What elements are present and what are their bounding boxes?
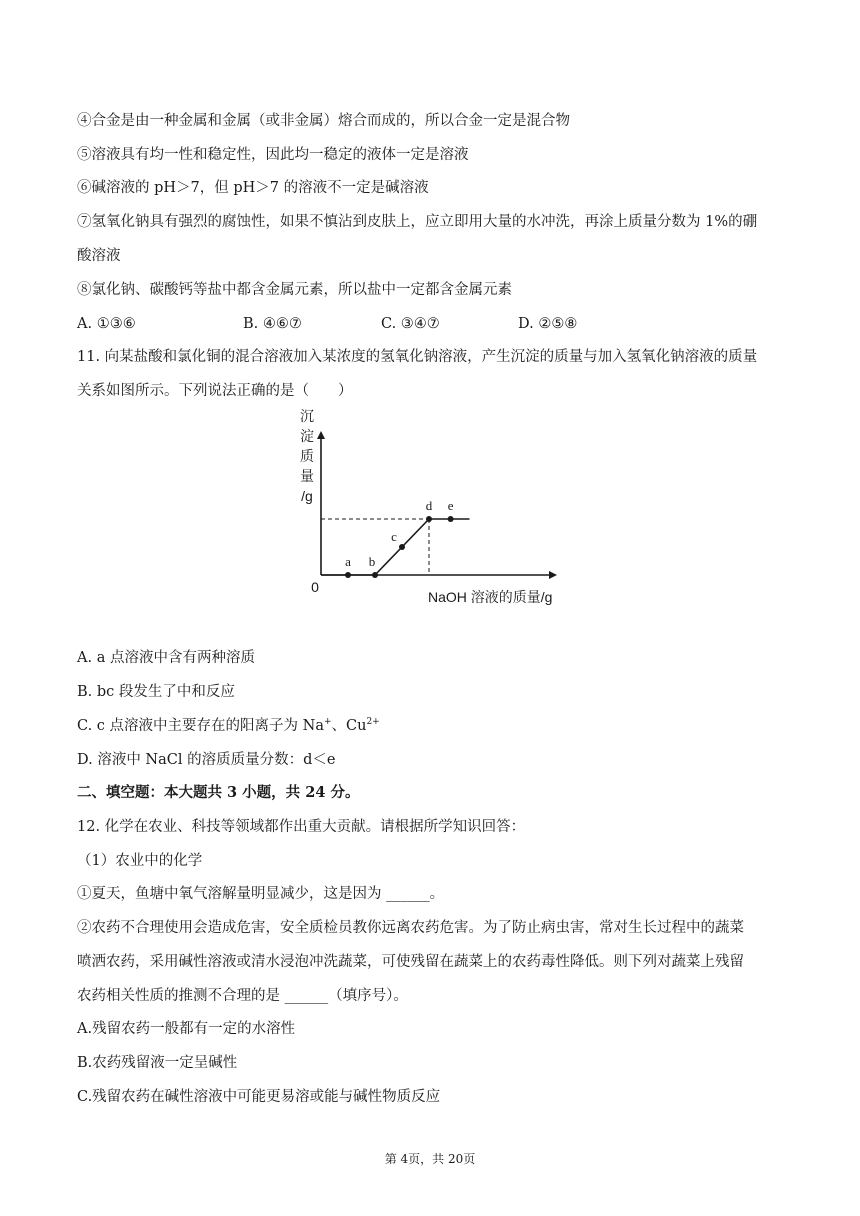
q11-option-b[interactable]: B. bc 段发生了中和反应 [77, 684, 235, 700]
y-axis-label-char: 淀 [300, 428, 314, 444]
point-d [426, 516, 432, 522]
page-footer: 第 4页，共 20页 [384, 1152, 476, 1166]
point-b [372, 572, 378, 578]
y-axis-label [300, 408, 314, 504]
q10-option-c[interactable]: C. ③④⑦ [381, 316, 440, 332]
q12-item2-line3: 农药相关性质的推测不合理的是 ______（填序号）。 [77, 988, 408, 1004]
statement-7-line1: ⑦氢氧化钠具有强烈的腐蚀性，如果不慎沾到皮肤上，应立即用大量的水冲洗，再涂上质量分数为 1%的硼 [77, 214, 758, 230]
series-line [321, 519, 470, 575]
point-label-e: e [447, 498, 454, 513]
point-e [448, 516, 454, 522]
statement-7-line2: 酸溶液 [77, 248, 121, 264]
point-label-b: b [368, 554, 376, 569]
q12-option-a[interactable]: A.残留农药一般都有一定的水溶性 [77, 1021, 296, 1037]
point-label-d: d [425, 498, 433, 513]
q11-option-c-mid: 、Cu [331, 718, 367, 734]
y-axis-label-char: /g [301, 488, 313, 504]
q11-stem-line2: 关系如图所示。下列说法正确的是（ ） [77, 383, 353, 399]
q11-option-d[interactable]: D. 溶液中 NaCl 的溶质质量分数：d＜e [77, 752, 336, 768]
statement-6: ⑥碱溶液的 pH＞7，但 pH＞7 的溶液不一定是碱溶液 [77, 180, 429, 196]
point-label-c: c [391, 529, 397, 544]
q12-stem: 12. 化学在农业、科技等领域都作出重大贡献。请根据所学知识回答： [77, 819, 526, 835]
q12-item1: ①夏天，鱼塘中氧气溶解量明显减少，这是因为 ______。 [77, 886, 445, 902]
q12-item2-line1: ②农药不合理使用会造成危害，安全质检员教你远离农药危害。为了防止病虫害，常对生长过程中的蔬菜 [77, 920, 744, 936]
y-axis-label-char: 质 [300, 448, 314, 464]
y-axis-label-char: 沉 [300, 408, 314, 424]
statement-8: ⑧氯化钠、碳酸钙等盐中都含金属元素，所以盐中一定都含金属元素 [77, 282, 512, 298]
cu-charge: 2+ [366, 717, 380, 727]
q12-item2-line2: 喷洒农药，采用碱性溶液或清水浸泡冲洗蔬菜，可使残留在蔬菜上的农药毒性降低。则下列对蔬菜上残留 [77, 954, 744, 970]
y-axis-label-char: 量 [300, 468, 314, 484]
point-label-a: a [345, 554, 351, 569]
section-heading: 二、填空题：本大题共 3 小题，共 24 分。 [77, 784, 360, 801]
origin-label: 0 [311, 579, 319, 595]
q11-option-a[interactable]: A. a 点溶液中含有两种溶质 [77, 650, 255, 666]
q11-option-c-text: C. c 点溶液中主要存在的阳离子为 Na [77, 718, 324, 734]
q12-part1: （1）农业中的化学 [77, 853, 203, 869]
q11-option-c[interactable] [77, 716, 800, 736]
na-charge: + [323, 717, 332, 727]
point-c [399, 544, 405, 550]
precipitate-mass-graph [285, 405, 585, 615]
point-a [345, 572, 351, 578]
q12-option-c[interactable]: C.残留农药在碱性溶液中可能更易溶或能与碱性物质反应 [77, 1089, 441, 1105]
q10-option-d[interactable]: D. ②⑤⑧ [518, 316, 578, 332]
q12-option-b[interactable]: B.农药残留液一定呈碱性 [77, 1055, 238, 1071]
statement-4: ④合金是由一种金属和金属（或非金属）熔合而成的，所以合金一定是混合物 [77, 113, 570, 129]
statement-5: ⑤溶液具有均一性和稳定性，因此均一稳定的液体一定是溶液 [77, 147, 469, 163]
q11-stem-line1: 11. 向某盐酸和氯化铜的混合溶液加入某浓度的氢氧化钠溶液，产生沉淀的质量与加入氢氧化钠溶液的质量 [77, 349, 758, 365]
q10-option-b[interactable]: B. ④⑥⑦ [243, 316, 302, 332]
q10-option-a[interactable]: A. ①③⑥ [77, 316, 136, 332]
x-axis-label: NaOH 溶液的质量/g [428, 589, 553, 605]
